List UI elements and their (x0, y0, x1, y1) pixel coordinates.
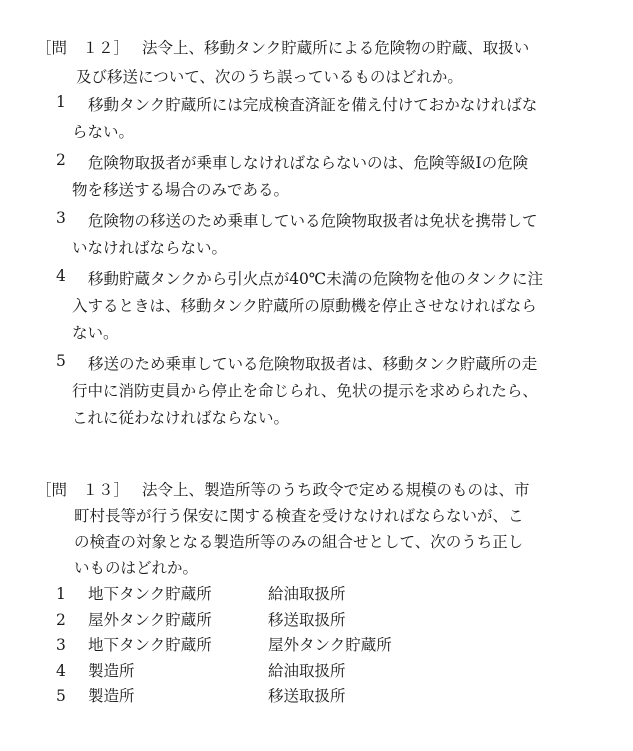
q13-option-3-b: 屋外タンク貯蔵所 (268, 636, 392, 654)
option-5-text-line3: これに従わなければならない。 (72, 409, 290, 427)
option-3-text-line2: いなければならない。 (72, 239, 228, 257)
question-12-number: ［問 １２］ (36, 39, 130, 57)
option-3 (36, 209, 596, 263)
q13-option-1-a: 地下タンク貯蔵所 (88, 585, 212, 603)
question-12 (36, 34, 596, 433)
q13-option-2-b: 移送取扱所 (268, 610, 346, 629)
option-3-text-line1: 危険物の移送のため乗車している危険物取扱者は免状を携帯して (88, 212, 538, 230)
q13-option-4-a: 製造所 (88, 661, 135, 680)
option-5-text-line1: 移送のため乗車している危険物取扱者は、移動タンク貯蔵所の走 (88, 355, 538, 373)
question-13-stem-line2: 町村長等が行う保安に関する検査を受けなければならないが、こ (74, 507, 524, 525)
question-13-header (36, 478, 596, 580)
option-1-number: 1 (56, 93, 66, 111)
option-5-text-line2: 行中に消防吏員から停止を命じられ、免状の提示を求められたら、 (72, 382, 538, 400)
q13-option-4-number: 4 (56, 661, 66, 680)
option-5 (36, 352, 596, 433)
option-3-number: 3 (56, 209, 66, 227)
question-13-stem-line1: 法令上、製造所等のうち政令で定める規模のものは、市 (142, 481, 530, 499)
q13-option-5 (36, 684, 596, 709)
q13-option-4 (36, 659, 596, 684)
option-5-number: 5 (56, 352, 66, 370)
q13-option-4-b: 給油取扱所 (268, 661, 346, 680)
q13-option-3-number: 3 (56, 636, 66, 654)
q13-option-2-a: 屋外タンク貯蔵所 (88, 610, 212, 629)
question-13-number: ［問 １３］ (36, 481, 130, 499)
question-12-stem-line1: 法令上、移動タンク貯蔵所による危険物の貯蔵、取扱い (142, 39, 530, 57)
question-12-header (36, 34, 596, 91)
q13-option-3-a: 地下タンク貯蔵所 (88, 636, 212, 654)
option-2-text-line1: 危険物取扱者が乗車しなければならないのは、危険等級Ⅰの危険 (88, 154, 529, 172)
q13-option-1-number: 1 (56, 585, 66, 603)
option-1-text-line2: らない。 (72, 123, 135, 141)
option-2-number: 2 (56, 151, 66, 169)
q13-option-1 (36, 582, 596, 607)
option-1 (36, 93, 596, 147)
question-12-stem-line2: 及び移送について、次のうち誤っているものはどれか。 (76, 67, 463, 86)
q13-option-1-b: 給油取扱所 (268, 585, 346, 603)
question-13 (36, 478, 596, 709)
option-2-text-line2: 物を移送する場合のみである。 (72, 181, 290, 199)
option-2 (36, 151, 596, 205)
option-1-text-line1: 移動タンク貯蔵所には完成検査済証を備え付けておかなければな (88, 96, 538, 114)
option-4-text-line3: ない。 (72, 324, 119, 342)
option-4-text-line1: 移動貯蔵タンクから引火点が40℃未満の危険物を他のタンクに注 (88, 270, 543, 288)
q13-option-5-b: 移送取扱所 (268, 687, 346, 705)
q13-option-2-number: 2 (56, 610, 66, 629)
question-12-options (36, 93, 596, 433)
q13-option-3 (36, 633, 596, 658)
option-4-text-line2: 入するときは、移動タンク貯蔵所の原動機を停止させなければなら (72, 297, 537, 315)
question-13-stem-line4: いものはどれか。 (74, 559, 199, 577)
q13-option-2 (36, 608, 596, 633)
question-13-options (36, 582, 596, 709)
q13-option-5-a: 製造所 (88, 687, 135, 705)
option-4 (36, 267, 596, 348)
q13-option-5-number: 5 (56, 687, 66, 705)
question-13-stem-line3: の検査の対象となる製造所等のみの組合せとして、次のうち正し (74, 533, 524, 551)
option-4-number: 4 (56, 267, 66, 285)
